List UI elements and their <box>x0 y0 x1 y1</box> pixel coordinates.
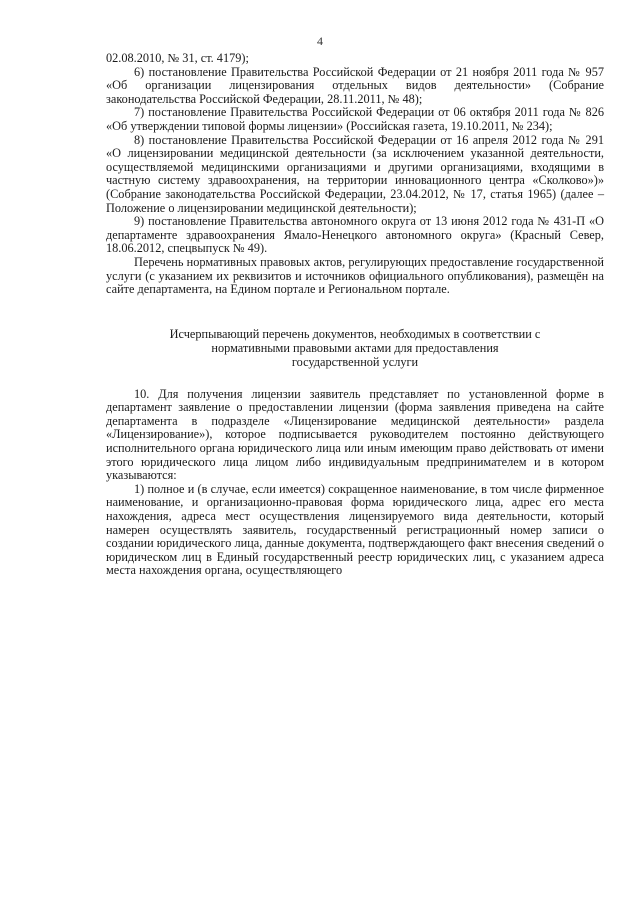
section-heading <box>106 327 604 369</box>
paragraph-continuation: 02.08.2010, № 31, ст. 4179); <box>106 51 249 65</box>
list-item-6: 6) постановление Правительства Российской Федерации от 21 ноября 2011 года № 957 «Об организации лицензирования отдельных видов деятельности» (Собрание законодательства Российской Федерации, 28.11.2011, № 48); <box>106 64 604 106</box>
section-heading-line: государственной услуги <box>291 354 419 369</box>
list-item-1: 1) полное и (в случае, если имеется) сокращенное наименование, в том числе фирменное наименование, и организационно-правовая форма юридического лица, адрес его места нахождения, адреса мест осуществления лицензируемого вида деятельности, который намерен осуществлять заявитель, государственный регистрационный номер записи о создании юридического лица, данные документа, подтверждающего факт внесения сведений о юридическом лиц в Единый государственный реестр юридических лиц, с указанием адреса места нахождения органа, осуществляющего <box>106 481 604 578</box>
paragraph-10: 10. Для получения лицензии заявитель представляет по установленной форме в департамент заявление о предоставлении лицензии (форма заявления приведена на сайте департамента в подразделе «Лицензирование медицинской деятельности» раздела «Лицензирование»), которое подписывается руководителем постоянно действующего исполнительного органа юридического лица или иным имеющим право действовать от имени этого юридического лица лицом либо индивидуальным предпринимателем и в котором указываются: <box>106 386 604 483</box>
list-item-9: 9) постановление Правительства автономного округа от 13 июня 2012 года № 431-П «О департаменте здравоохранения Ямало-Ненецкого автономного округа» (Красный Север, 18.06.2012, спецвыпуск № 49). <box>106 214 604 256</box>
section-heading-line: Исчерпывающий перечень документов, необходимых в соответствии с <box>169 326 541 341</box>
list-item-8: 8) постановление Правительства Российской Федерации от 16 апреля 2012 года № 291 «О лицензировании медицинской деятельности (за исключением указанной деятельности, осуществляемой медицинскими организациями и другими организациями, входящими в частную систему здравоохранения, на территории инновационного центра «Сколково»)» (Собрание законодательства Российской Федерации, 23.04.2012, № 17, статья 1965) (далее – Положение о лицензировании медицинской деятельности); <box>106 132 604 215</box>
paragraph-legal-acts-list: Перечень нормативных правовых актов, регулирующих предоставление государственной услуги (с указанием их реквизитов и источников официального опубликования), размещён на сайте департамента, на Едином портале и Региональном портале. <box>106 254 604 297</box>
document-body <box>106 52 604 578</box>
list-item-7: 7) постановление Правительства Российской Федерации от 06 октября 2011 года № 826 «Об утверждении типовой формы лицензии» (Российская газета, 19.10.2011, № 234); <box>106 105 604 133</box>
section-heading-line: нормативными правовыми актами для предоставления <box>211 340 499 355</box>
page-number: 4 <box>317 34 323 48</box>
